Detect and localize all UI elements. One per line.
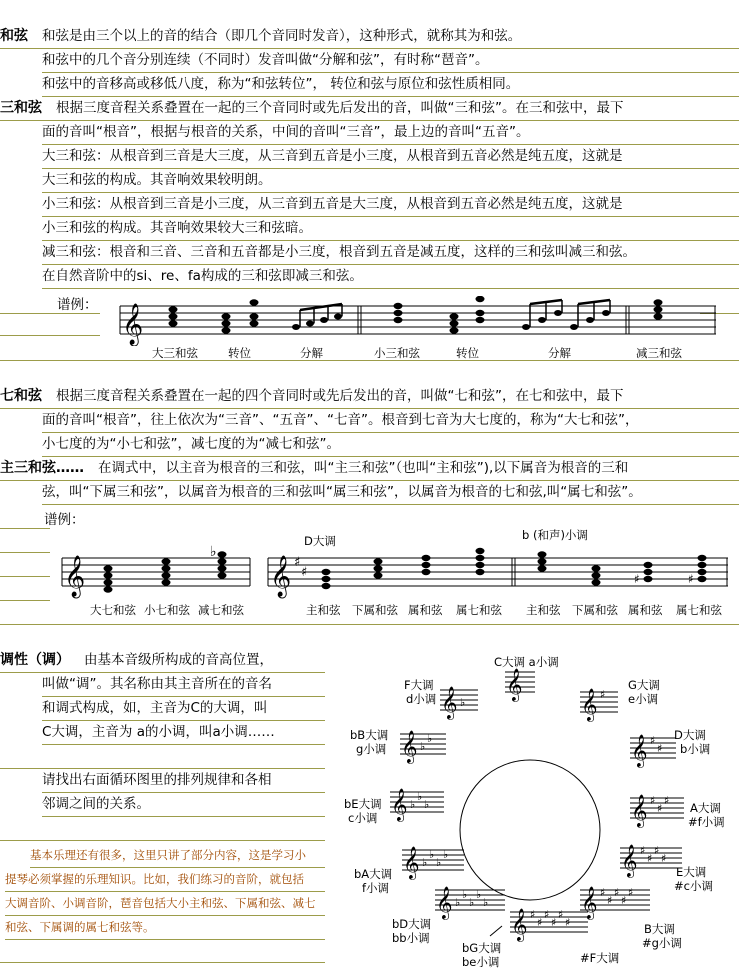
circle-label-c: C大调 a小调 — [494, 655, 559, 669]
flat-icon: ♭ — [429, 848, 435, 861]
triad-caption-inversion-2: 转位 — [456, 346, 479, 360]
caption-b-tonic: 主和弦 — [526, 603, 561, 617]
seventh-def-line-2: 面的音叫“根音”，往上依次为“三音”、“五音”、“七音”。根音到七音为大七度的，称为“大七和弦”， — [42, 408, 739, 433]
seventh-staff — [60, 538, 730, 600]
circle-label-e-minor: #c小调 — [674, 879, 713, 893]
key-def-line-4: C大调，主音为 a的小调，叫a小调…… — [42, 720, 325, 745]
triad-caption-major: 大三和弦 — [152, 346, 198, 360]
caption-d-dominant: 属和弦 — [408, 603, 443, 617]
rule — [0, 576, 50, 577]
circle-label-b-major: B大调 — [644, 922, 675, 936]
sharp-icon: ♯ — [294, 555, 301, 570]
circle-label-d-major: D大调 — [674, 728, 706, 742]
seventh-def-line-3: 小七度的为“小七和弦”，减七度的为“减七和弦”。 — [42, 432, 739, 457]
sharp-icon: ♯ — [537, 916, 543, 929]
circle-label-gflat-major: bG大调 — [462, 941, 502, 955]
treble-clef-icon: 𝄞 — [581, 886, 598, 919]
triad-def-text-1: 根据三度音程关系叠置在一起的三个音同时或先后发出的音，叫做“三和弦”。在三和弦中，最下 — [56, 100, 624, 116]
key-label-b-minor: b (和声)小调 — [522, 528, 588, 542]
flat-icon: ♭ — [469, 896, 475, 909]
sharp-icon: ♯ — [650, 734, 656, 747]
treble-clef-icon: 𝄞 — [631, 794, 648, 827]
sharp-icon: ♯ — [688, 572, 694, 586]
key-signature-staff — [390, 788, 444, 822]
flat-icon: ♭ — [436, 856, 442, 869]
note-line-2: 提琴必须掌握的乐理知识。比如，我们练习的音阶，就包括 — [5, 867, 325, 892]
flat-icon: ♭ — [455, 896, 461, 909]
circle-label-b-minor: #g小调 — [642, 936, 682, 950]
caption-b-subdominant: 下属和弦 — [572, 603, 618, 617]
primary-example-label: 谱例： — [44, 512, 85, 528]
chord-def-line-3: 和弦中的音移高或移低八度，称为“和弦转位”， 转位和弦与原位和弦性质相同。 — [42, 72, 739, 97]
circle-label-g-minor: e小调 — [628, 692, 659, 706]
circle-label-aflat-minor: f小调 — [362, 881, 390, 895]
key-signature-staff — [630, 794, 684, 828]
flat-icon: ♭ — [483, 896, 489, 909]
arrow-icon — [490, 926, 502, 936]
treble-clef-icon: 𝄞 — [401, 730, 418, 763]
flat-icon: ♭ — [427, 732, 433, 745]
caption-d-tonic: 主和弦 — [306, 603, 341, 617]
sharp-icon: ♯ — [565, 916, 571, 929]
primary-def-line-1 — [0, 456, 739, 481]
rule — [0, 313, 100, 314]
term-triad: 三和弦 — [0, 100, 42, 116]
sharp-icon: ♯ — [657, 802, 663, 815]
key-signature-staff — [435, 886, 505, 920]
sharp-icon: ♯ — [530, 908, 536, 921]
key-signature-staff — [580, 688, 618, 722]
caption-d-dominant-seventh: 属七和弦 — [456, 603, 502, 617]
circle-label-e-major: E大调 — [676, 865, 707, 879]
sharp-icon: ♯ — [650, 794, 656, 807]
caption-b-dominant-seventh: 属七和弦 — [676, 603, 722, 617]
circle-label-eflat-major: bE大调 — [344, 797, 382, 811]
rule — [0, 962, 325, 963]
key-task-line-1: 请找出右面循环图里的排列规律和各相 — [42, 768, 325, 793]
flat-icon: ♭ — [210, 544, 217, 560]
triad-def-line-1 — [0, 96, 739, 121]
seventh-def-line-1 — [0, 384, 739, 409]
caption-minor-seventh: 小七和弦 — [144, 603, 190, 617]
chord-def-line-2: 和弦中的几个音分别连续（不同时）发音叫做“分解和弦”，有时称“琶音”。 — [42, 48, 739, 73]
treble-clef-icon: 𝄞 — [122, 304, 144, 345]
circle-label-f-minor: d小调 — [406, 692, 437, 706]
treble-clef-icon: 𝄞 — [64, 556, 86, 597]
key-signature-staff — [630, 734, 676, 768]
sharp-icon: ♯ — [654, 844, 660, 857]
treble-clef-icon: 𝄞 — [631, 734, 648, 767]
key-task-line-2: 邻调之间的关系。 — [42, 792, 325, 817]
caption-major-seventh: 大七和弦 — [90, 603, 136, 617]
triad-minor-line-1: 小三和弦：从根音到三音是小三度，从三音到五音是大三度，从根音到五音必然是纯五度，这就是 — [42, 192, 739, 217]
term-chord: 和弦 — [0, 28, 28, 44]
flat-icon: ♭ — [420, 740, 426, 753]
caption-b-dominant: 属和弦 — [628, 603, 663, 617]
circle-label-bflat-minor: g小调 — [356, 742, 387, 756]
treble-clef-icon: 𝄞 — [506, 668, 523, 701]
circle-label-dflat-major: bD大调 — [392, 917, 432, 931]
flat-icon: ♭ — [417, 790, 423, 803]
key-label-d-major: D大调 — [304, 534, 336, 548]
sharp-icon: ♯ — [614, 886, 620, 899]
triad-caption-diminished: 减三和弦 — [636, 346, 682, 360]
sharp-icon: ♯ — [664, 794, 670, 807]
treble-clef-icon: 𝄞 — [436, 886, 453, 919]
key-signature-staff — [620, 844, 682, 878]
sharp-icon: ♯ — [634, 572, 640, 586]
triad-def-line-2: 面的音叫“根音”，根据与根音的关系，中间的音叫“三音”，最上边的音叫“五音”。 — [42, 120, 739, 145]
flat-icon: ♭ — [443, 848, 449, 861]
triad-caption-minor: 小三和弦 — [374, 346, 420, 360]
sharp-icon: ♯ — [558, 908, 564, 921]
treble-clef-icon: 𝄞 — [581, 688, 598, 721]
treble-clef-icon: 𝄞 — [621, 844, 638, 877]
treble-clef-icon: 𝄞 — [441, 686, 458, 719]
flat-icon: ♭ — [424, 798, 430, 811]
note-line-3: 大调音阶、小调音阶，琶音包括大小主和弦、下属和弦、减七 — [5, 891, 325, 916]
rule — [0, 360, 739, 361]
sharp-icon: ♯ — [661, 852, 667, 865]
triad-caption-broken-1: 分解 — [300, 346, 323, 360]
triad-caption-broken-2: 分解 — [548, 346, 571, 360]
chord-def-line-1 — [0, 24, 739, 49]
key-def-line-2: 叫做“调”。其名称由其主音所在的音名 — [42, 672, 325, 697]
key-signature-staff — [402, 846, 464, 880]
triad-minor-line-2: 小三和弦的构成。其音响效果较大三和弦暗。 — [42, 216, 739, 241]
triad-caption-inversion-1: 转位 — [228, 346, 251, 360]
sharp-icon: ♯ — [544, 908, 550, 921]
flat-icon: ♭ — [410, 798, 416, 811]
term-seventh: 七和弦 — [0, 388, 42, 404]
rule — [0, 840, 325, 841]
sharp-icon: ♯ — [640, 844, 646, 857]
circle-label-eflat-minor: c小调 — [348, 811, 378, 825]
circle-label-gflat-minor: be小调 — [462, 955, 500, 969]
note-line-4: 和弦、下属调的属七和弦等。 — [5, 915, 325, 940]
rule — [0, 624, 739, 625]
caption-diminished-seventh: 减七和弦 — [198, 603, 244, 617]
triad-major-line-1: 大三和弦：从根音到三音是大三度，从三音到五音是小三度，从根音到五音必然是纯五度，这就是 — [42, 144, 739, 169]
key-def-text-1: 由基本音级所构成的音高位置， — [84, 652, 273, 668]
circle-label-d-minor: b小调 — [680, 742, 711, 756]
sharp-icon: ♯ — [301, 565, 308, 580]
sharp-icon: ♯ — [647, 852, 653, 865]
circle-label-dflat-minor: bb小调 — [392, 931, 430, 945]
primary-def-line-2: 弦，叫“下属三和弦”，以属音为根音的三和弦叫“属三和弦”，以属音为根音的七和弦,叫“属七和弦”。 — [42, 480, 739, 505]
triad-example-label: 谱例： — [57, 297, 98, 313]
seventh-def-text-1: 根据三度音程关系叠置在一起的四个音同时或先后发出的音，叫做“七和弦”，在七和弦中，最下 — [56, 388, 624, 404]
triad-dim-line-1: 减三和弦：根音和三音、三音和五音都是小三度，根音到五音是减五度，这样的三和弦叫减三和弦。 — [42, 240, 739, 265]
note-line-1: 基本乐理还有很多，这里只讲了部分内容，这是学习小 — [30, 843, 325, 868]
treble-clef-icon: 𝄞 — [270, 556, 292, 597]
sharp-icon: ♯ — [600, 886, 606, 899]
primary-def-text-1: 在调式中，以主音为根音的三和弦，叫“主三和弦”（也叫“主和弦”),以下属音为根音的三和 — [98, 460, 629, 476]
sharp-icon: ♯ — [657, 742, 663, 755]
flat-icon: ♭ — [422, 856, 428, 869]
sharp-icon: ♯ — [628, 886, 634, 899]
circle-ring — [460, 760, 600, 900]
key-signature-staff — [510, 908, 588, 942]
triad-dim-line-2: 在自然音阶中的si、re、fa构成的三和弦即减三和弦。 — [42, 264, 739, 289]
triad-major-line-2: 大三和弦的构成。其音响效果较明朗。 — [42, 168, 739, 193]
sharp-icon: ♯ — [621, 894, 627, 907]
sharp-icon: ♯ — [600, 688, 606, 701]
key-signature-staff — [505, 668, 535, 702]
triad-staff — [118, 296, 718, 346]
treble-clef-icon: 𝄞 — [391, 788, 408, 821]
circle-label-aflat-major: bA大调 — [354, 867, 393, 881]
flat-icon: ♭ — [476, 888, 482, 901]
circle-label-a-minor: #f小调 — [688, 815, 725, 829]
rule — [0, 528, 50, 529]
treble-clef-icon: 𝄞 — [511, 908, 528, 941]
circle-label-a-major: A大调 — [690, 801, 721, 815]
key-signature-staff — [400, 730, 446, 764]
rule — [0, 335, 100, 336]
flat-icon: ♭ — [460, 696, 466, 709]
sharp-icon: ♯ — [551, 916, 557, 929]
flat-icon: ♭ — [462, 888, 468, 901]
rule — [0, 552, 50, 553]
rule — [0, 600, 50, 601]
key-def-line-3: 和调式构成，如，主音为C的大调，叫 — [42, 696, 325, 721]
term-key: 调性（调） — [0, 652, 70, 668]
treble-clef-icon: 𝄞 — [403, 846, 420, 879]
circle-label-bflat-major: bB大调 — [350, 728, 389, 742]
chord-def-text-1: 和弦是由三个以上的音的结合（即几个音同时发音），这种形式，就称其为和弦。 — [42, 28, 522, 44]
circle-label-fsharp-major: #F大调 — [580, 951, 620, 965]
circle-label-f-major: F大调 — [404, 678, 434, 692]
circle-label-g-major: G大调 — [628, 678, 660, 692]
key-def-line-1 — [0, 648, 325, 673]
key-signature-staff — [440, 686, 478, 720]
sharp-icon: ♯ — [607, 894, 613, 907]
key-signature-staff — [580, 886, 650, 920]
term-primary-triad: 主三和弦…… — [0, 460, 84, 476]
caption-d-subdominant: 下属和弦 — [352, 603, 398, 617]
